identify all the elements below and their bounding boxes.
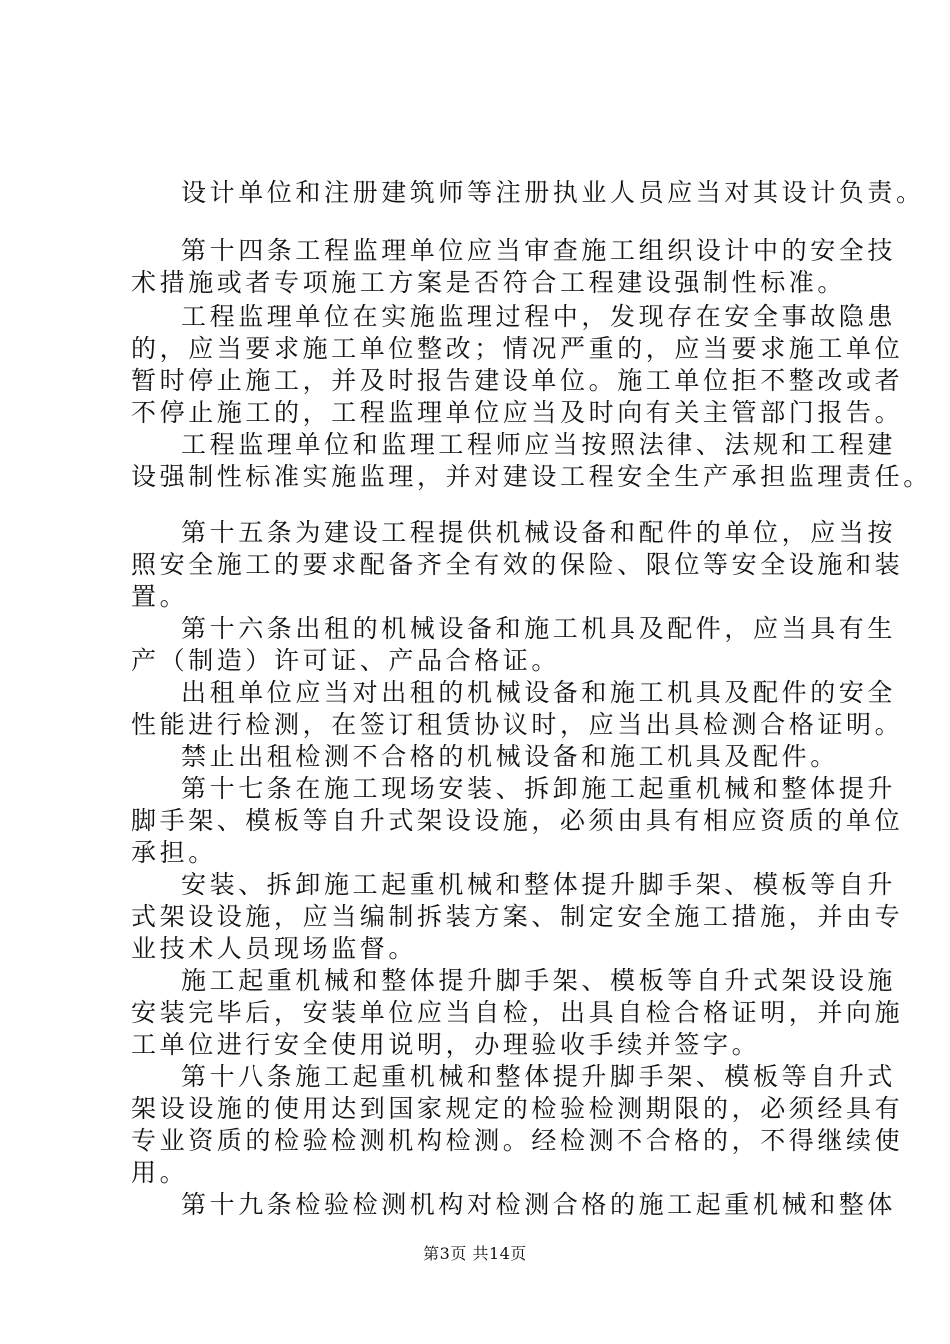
text-line: 性能进行检测，在签订租赁协议时，应当出具检测合格证明。	[131, 710, 904, 739]
text-line: 照安全施工的要求配备齐全有效的保险、限位等安全设施和装	[131, 550, 904, 579]
text-line: 不停止施工的，工程监理单位应当及时向有关主管部门报告。	[131, 398, 904, 427]
text-line: 工单位进行安全使用说明，办理验收手续并签字。	[131, 1030, 761, 1059]
text-line: 用。	[131, 1158, 189, 1187]
text-line: 产（制造）许可证、产品合格证。	[131, 646, 561, 675]
text-line: 出租单位应当对出租的机械设备和施工机具及配件的安全	[181, 678, 897, 707]
text-line: 设强制性标准实施监理，并对建设工程安全生产承担监理责任。	[131, 462, 932, 491]
text-line: 第十五条为建设工程提供机械设备和配件的单位，应当按	[181, 518, 897, 547]
text-line: 第十六条出租的机械设备和施工机具及配件，应当具有生	[181, 614, 897, 643]
text-line: 脚手架、模板等自升式架设设施，必须由具有相应资质的单位	[131, 806, 904, 835]
text-line: 术措施或者专项施工方案是否符合工程建设强制性标准。	[131, 268, 847, 297]
text-line: 置。	[131, 582, 189, 611]
text-line: 暂时停止施工，并及时报告建设单位。施工单位拒不整改或者	[131, 366, 904, 395]
text-line: 业技术人员现场监督。	[131, 934, 418, 963]
text-line: 承担。	[131, 838, 217, 867]
text-line: 第十四条工程监理单位应当审查施工组织设计中的安全技	[181, 236, 897, 265]
text-line: 施工起重机械和整体提升脚手架、模板等自升式架设设施	[181, 966, 897, 995]
text-line: 第十九条检验检测机构对检测合格的施工起重机械和整体	[181, 1190, 897, 1219]
text-line: 的，应当要求施工单位整改；情况严重的，应当要求施工单位	[131, 334, 904, 363]
text-line: 安装、拆卸施工起重机械和整体提升脚手架、模板等自升	[181, 870, 897, 899]
text-line: 第十七条在施工现场安装、拆卸施工起重机械和整体提升	[181, 774, 897, 803]
text-line: 设计单位和注册建筑师等注册执业人员应当对其设计负责。	[181, 178, 925, 207]
text-line: 架设设施的使用达到国家规定的检验检测期限的，必须经具有	[131, 1094, 904, 1123]
text-line: 式架设设施，应当编制拆装方案、制定安全施工措施，并由专	[131, 902, 904, 931]
page-number-footer: 第3页 共14页	[423, 1244, 527, 1263]
text-line: 工程监理单位在实施监理过程中，发现存在安全事故隐患	[181, 302, 897, 331]
text-line: 工程监理单位和监理工程师应当按照法律、法规和工程建	[181, 430, 897, 459]
text-line: 安装完毕后，安装单位应当自检，出具自检合格证明，并向施	[131, 998, 904, 1027]
text-line: 禁止出租检测不合格的机械设备和施工机具及配件。	[181, 742, 839, 771]
text-line: 第十八条施工起重机械和整体提升脚手架、模板等自升式	[181, 1062, 897, 1091]
text-line: 专业资质的检验检测机构检测。经检测不合格的，不得继续使	[131, 1126, 904, 1155]
